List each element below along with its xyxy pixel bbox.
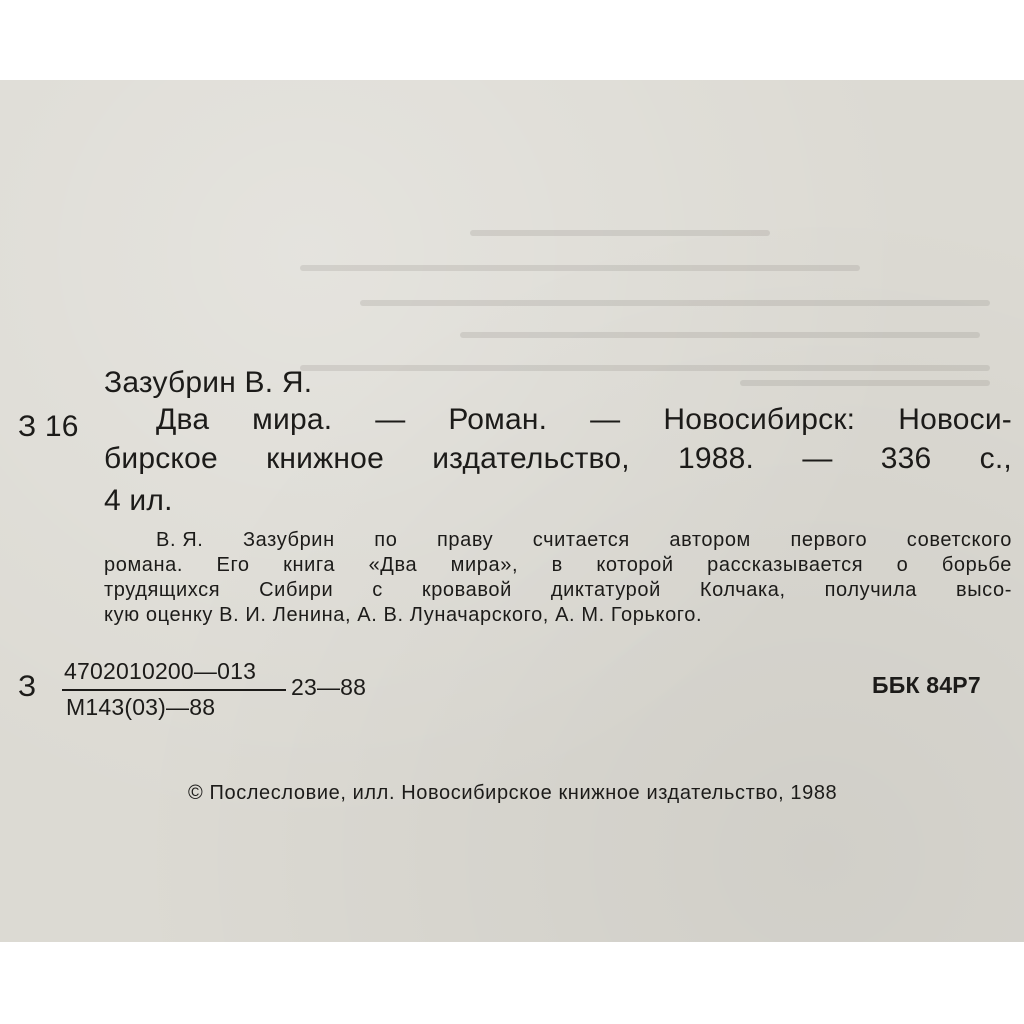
copyright-line: © Послесловие, илл. Новосибирское книжное издательство, 1988: [188, 782, 838, 804]
annotation-line-3: трудящихся Сибири с кровавой диктатурой Колчака, получила высо-: [104, 579, 1012, 601]
bbk-code: ББК 84Р7: [872, 672, 981, 698]
annotation-line-1: В. Я. Зазубрин по праву считается автором первого советского: [156, 529, 1012, 551]
fraction-bar: [62, 689, 286, 691]
bib-line-1: Два мира. — Роман. — Новосибирск: Новоси-: [156, 403, 1012, 436]
annotation-line-2: романа. Его книга «Два мира», в которой рассказывается о борьбе: [104, 554, 1012, 576]
fraction-denominator: М143(03)—88: [66, 694, 216, 720]
bleed-through-mark: [300, 365, 990, 371]
fraction-numerator: 4702010200—013: [64, 658, 257, 684]
bleed-through-mark: [360, 300, 990, 306]
bleed-through-mark: [460, 332, 980, 338]
bib-line-2: бирское книжное издательство, 1988. — 336 с.,: [104, 442, 1012, 475]
bleed-through-mark: [470, 230, 770, 236]
order-number: 23—88: [291, 674, 367, 700]
bleed-through-mark: [740, 380, 990, 386]
annotation-line-4: кую оценку В. И. Ленина, А. В. Луначарского, А. М. Горького.: [104, 604, 703, 626]
bleed-through-mark: [300, 265, 860, 271]
class-letter: З: [18, 670, 37, 703]
bib-line-3: 4 ил.: [104, 484, 173, 517]
index-code: З 16: [18, 410, 79, 443]
author-heading: Зазубрин В. Я.: [104, 366, 313, 399]
